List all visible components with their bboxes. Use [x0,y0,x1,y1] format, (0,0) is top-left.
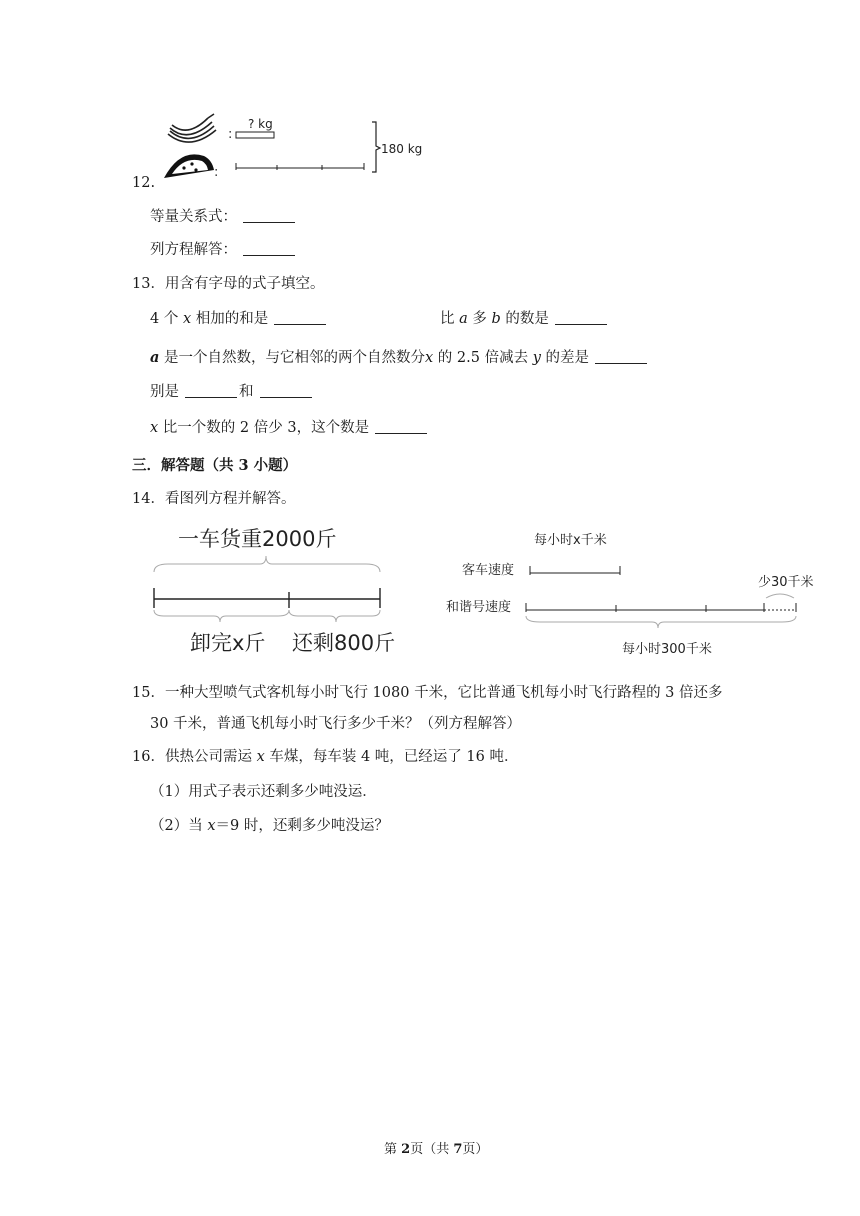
q14-title: 14．看图列方程并解答。 [132,491,296,507]
q14-top-label: 每小时x千米 [534,533,607,548]
q13-blank-3[interactable] [595,362,647,364]
page-number: 2 [401,1142,411,1157]
q13-blank-1[interactable] [274,323,326,325]
q12-solve-blank[interactable] [243,254,295,256]
watermelon-icon [164,154,214,178]
q12-equation-blank[interactable] [243,221,295,223]
q13-blank-6[interactable] [375,432,427,434]
q14-bus-label: 客车速度 [462,563,515,578]
q13-title: 13．用含有字母的式子填空。 [132,276,325,292]
q14-unloaded-label: 卸完x斤 [190,631,266,655]
q15-line2: 30 千米，普通飞机每小时飞行多少千米？（列方程解答） [150,716,522,732]
svg-text::: : [214,165,219,180]
q16-sub1: （1）用式子表示还剩多少吨没运． [150,784,377,800]
q14-less-label: 少30千米 [758,575,814,590]
q13-blank-2[interactable] [555,323,607,325]
q16-line1: 16．供热公司需运 x 车煤，每车装 4 吨，已经运了 16 吨． [132,749,519,765]
q13-blank-5[interactable] [260,396,312,398]
page-footer: 第 2页（共 7页） [384,1142,489,1157]
q14-total-label: 一车货重2000斤 [178,527,337,551]
q12-equation-line [150,205,295,226]
q14-bottom-label: 每小时300千米 [622,642,712,657]
q13-row1a: 4 个 x 相加的和是 [150,307,326,328]
q16-sub2: （2）当 x＝9 时，还剩多少吨没运？ [150,818,389,834]
banana-icon [168,114,216,142]
q12-unknown-label: ? kg [248,117,273,131]
page-total: 7 [453,1142,463,1157]
q14-figure-speed [446,526,826,662]
q12-figure [160,108,450,188]
q12-equation-label: 等量关系式： [150,209,237,225]
q12-number: 12. [132,175,156,191]
q12-total-label: 180 kg [381,142,423,156]
q13-row4: x 比一个数的 2 倍少 3，这个数是 [150,416,427,437]
section3-title: 三．解答题（共 3 小题） [132,457,298,474]
svg-text::: : [228,127,233,142]
q13-row1b: 比 a 多 b 的数是 [440,307,607,328]
q13-blank-4[interactable] [185,396,237,398]
q12-solve-line [150,238,295,259]
q14-remaining-label: 还剩800斤 [292,631,396,655]
q12-solve-label: 列方程解答： [150,242,237,258]
q14-figure-cargo [148,522,404,662]
q13-row3: 别是 和 [150,380,312,401]
q13-row2: a 是一个自然数，与它相邻的两个自然数分x 的 2.5 倍减去 y 的差是 [150,346,647,367]
q15-line1: 15．一种大型喷气式客机每小时飞行 1080 千米，它比普通飞机每小时飞行路程的 3 倍还多 [132,685,723,701]
q14-train-label: 和谐号速度 [446,600,512,615]
